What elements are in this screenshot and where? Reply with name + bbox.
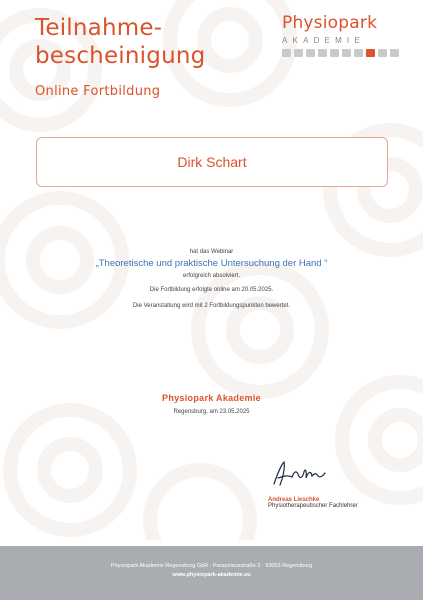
completed-text: erfolgreich absolviert. xyxy=(182,273,241,279)
issuer-org-name: Physiopark Akademie xyxy=(162,393,261,403)
logo-dot xyxy=(366,49,375,57)
online-date-text: Die Fortbildung erfolgte online am 20.05.2025. xyxy=(149,287,274,293)
points-text: Die Veranstaltung wird mit 2 Fortbildungspunkten bewertet. xyxy=(132,303,291,309)
logo-dot xyxy=(282,49,291,57)
logo-dot xyxy=(306,49,315,57)
webinar-title: „Theoretische und praktische Untersuchung der Hand “ xyxy=(95,258,328,269)
signatory-role: Physiotherapeutischer Fachlehrer xyxy=(268,503,358,509)
logo-dot xyxy=(390,49,399,57)
footer xyxy=(0,546,423,600)
logo-dot xyxy=(330,49,339,57)
issuer-place-date: Regensburg, am 23.05.2025 xyxy=(173,409,250,415)
physiopark-logo xyxy=(282,13,407,57)
certificate-title xyxy=(35,14,205,70)
webinar-intro: hat das Webinar xyxy=(189,249,234,255)
certificate-title-line2: bescheinigung xyxy=(35,43,206,69)
footer-address: Physiopark Akademie Regensburg GbR · Paracelsusstraße 2 · 93053 Regensburg xyxy=(110,563,313,569)
logo-dot xyxy=(378,49,387,57)
certificate-subtitle: Online Fortbildung xyxy=(35,84,161,99)
logo-dot xyxy=(354,49,363,57)
participant-name: Dirk Schart xyxy=(177,154,247,170)
logo-dots xyxy=(282,49,407,57)
participant-name-box xyxy=(36,137,388,187)
certificate-title-line1: Teilnahme- xyxy=(35,15,163,41)
signatory-name: Andreas Lieschke xyxy=(268,497,320,503)
handwritten-signature xyxy=(268,458,328,490)
logo-dot xyxy=(342,49,351,57)
logo-dot xyxy=(318,49,327,57)
logo-subtitle: AKADEMIE xyxy=(282,36,365,45)
logo-dot xyxy=(294,49,303,57)
footer-website-link[interactable]: www.physiopark-akademie.eu xyxy=(172,572,251,578)
logo-name: Physiopark xyxy=(282,13,378,33)
signature-block xyxy=(268,458,358,509)
